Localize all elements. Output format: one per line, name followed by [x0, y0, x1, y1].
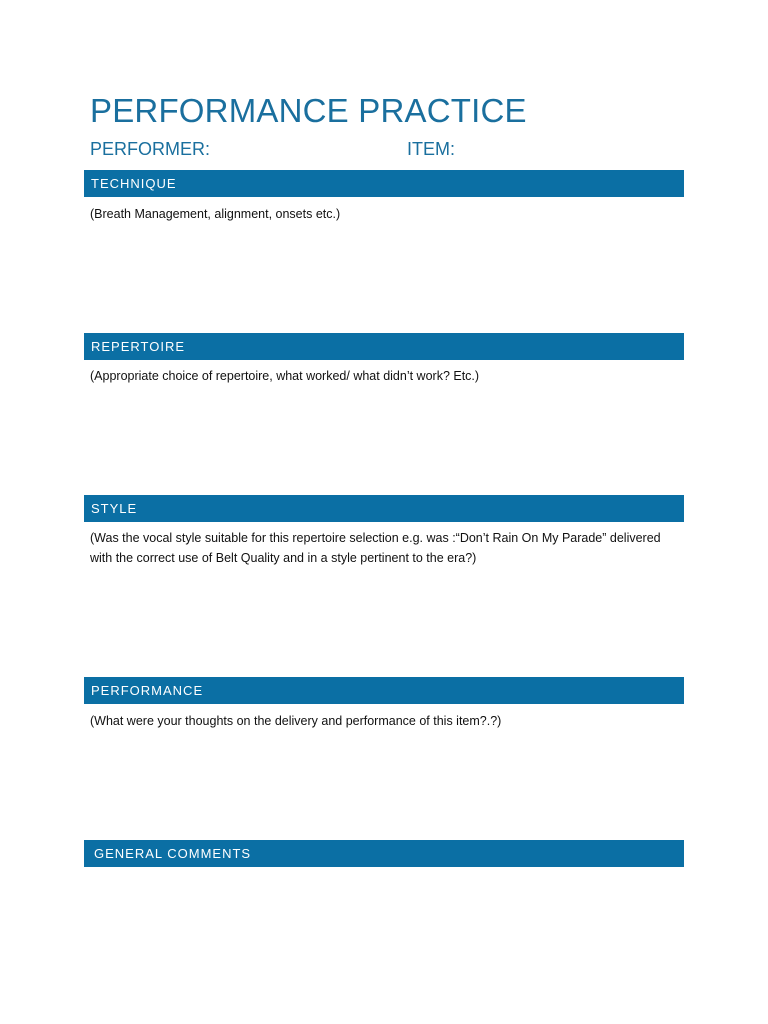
section-style-prompt: (Was the vocal style suitable for this repertoire selection e.g. was :“Don’t Rain On My Parade” delivered with the correct use of Belt Quality and in a style pertinent to the era?) [90, 531, 661, 565]
section-repertoire-heading: REPERTOIRE [84, 333, 684, 360]
section-technique-prompt: (Breath Management, alignment, onsets etc.) [90, 207, 341, 221]
section-style-heading: STYLE [84, 495, 684, 522]
performer-label: PERFORMER: [90, 139, 211, 159]
section-repertoire-prompt: (Appropriate choice of repertoire, what worked/ what didn’t work? Etc.) [90, 369, 480, 383]
item-label: ITEM: [407, 139, 455, 159]
section-general-comments-heading: GENERAL COMMENTS [84, 840, 684, 867]
section-technique-heading: TECHNIQUE [84, 170, 684, 197]
section-performance-prompt: (What were your thoughts on the delivery and performance of this item?.?) [90, 714, 502, 728]
section-performance-heading: PERFORMANCE [84, 677, 684, 704]
page-title: PERFORMANCE PRACTICE [90, 92, 527, 129]
